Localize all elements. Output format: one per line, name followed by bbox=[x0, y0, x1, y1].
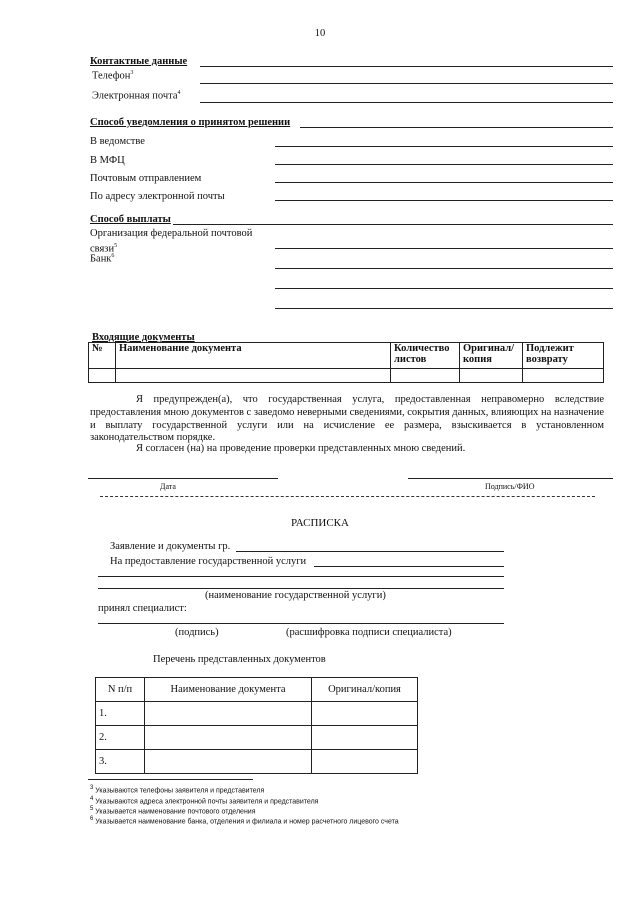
notify-option-mfc: В МФЦ bbox=[90, 155, 125, 166]
payment-bank-label: Банк$^6$ bbox=[90, 253, 115, 265]
page-number: 10 bbox=[314, 28, 326, 39]
receipt-table bbox=[95, 677, 418, 774]
contacts-heading: Контактные данные bbox=[90, 56, 188, 67]
phone-field[interactable] bbox=[200, 83, 613, 84]
incoming-header-original: Оригинал/ копия bbox=[460, 343, 523, 369]
receipt-title: РАСПИСКА bbox=[291, 517, 349, 529]
date-caption: Дата bbox=[160, 482, 176, 491]
receipt-service-field[interactable] bbox=[314, 566, 504, 567]
incoming-row[interactable] bbox=[89, 369, 604, 383]
footnote-4: $^4$ Указываются адреса электронной почты заявителя и представителя bbox=[90, 796, 319, 806]
warning-paragraph: Я предупрежден(а), что государственная услуга, предоставленная неправомерно вследствие предоставления мною документов с заведомо неверными сведениями, сокрытия данных, влияющих на назначение и выплату государственной услуги или на исчисление ее размера, взыскивается в установленном законодательством порядке. bbox=[90, 394, 605, 444]
incoming-header-return: Подлежит возврату bbox=[523, 343, 604, 369]
receipt-decode-caption: (расшифровка подписи специалиста) bbox=[286, 627, 452, 638]
receipt-applicant-field[interactable] bbox=[236, 551, 504, 552]
date-field[interactable] bbox=[88, 478, 278, 479]
receipt-service-field-3[interactable] bbox=[98, 588, 504, 589]
notify-option-agency: В ведомстве bbox=[90, 136, 145, 147]
signature-field[interactable] bbox=[408, 478, 613, 479]
receipt-specialist-field[interactable] bbox=[98, 623, 504, 624]
receipt-service-caption: (наименование государственной услуги) bbox=[205, 590, 386, 601]
footnote-separator bbox=[88, 779, 253, 780]
contacts-heading-line bbox=[200, 66, 613, 67]
receipt-service-label: На предоставление государственной услуги bbox=[110, 556, 307, 567]
cut-line bbox=[100, 496, 595, 497]
notify-option-post: Почтовым отправлением bbox=[90, 173, 202, 184]
phone-label: Телефон$^3$ bbox=[92, 70, 134, 82]
payment-field-1[interactable] bbox=[275, 248, 613, 249]
payment-field-3[interactable] bbox=[275, 288, 613, 289]
receipt-header-original: Оригинал/копия bbox=[312, 678, 418, 702]
footnote-3: $^3$ Указываются телефоны заявителя и представителя bbox=[90, 785, 265, 795]
incoming-table bbox=[88, 342, 604, 383]
payment-heading-line bbox=[173, 224, 613, 225]
table-row[interactable] bbox=[96, 726, 418, 750]
row-number: 3. bbox=[96, 750, 145, 774]
row-number: 1. bbox=[96, 702, 145, 726]
payment-field-4[interactable] bbox=[275, 308, 613, 309]
signature-caption: Подпись/ФИО bbox=[485, 482, 535, 491]
table-row[interactable] bbox=[96, 750, 418, 774]
table-row[interactable] bbox=[96, 702, 418, 726]
consent-paragraph: Я согласен (на) на проведение проверки представленных мною сведений. bbox=[136, 443, 466, 454]
receipt-accepted-label: принял специалист: bbox=[98, 603, 187, 614]
payment-postal-label: Организация федеральной почтовой связи$^5$ bbox=[90, 228, 253, 255]
email-field[interactable] bbox=[200, 102, 613, 103]
receipt-applicant-label: Заявление и документы гр. bbox=[110, 541, 231, 552]
notify-heading: Способ уведомления о принятом решении bbox=[90, 117, 291, 128]
notify-field-agency[interactable] bbox=[275, 146, 613, 147]
email-label: Электронная почта$^4$ bbox=[92, 90, 181, 102]
receipt-list-title: Перечень представленных документов bbox=[153, 654, 326, 665]
notify-field-email[interactable] bbox=[275, 200, 613, 201]
payment-heading: Способ выплаты bbox=[90, 214, 171, 225]
notify-field-post[interactable] bbox=[275, 182, 613, 183]
receipt-service-field-2[interactable] bbox=[98, 576, 504, 577]
incoming-header-num: № bbox=[89, 343, 116, 369]
notify-option-email: По адресу электронной почты bbox=[90, 191, 225, 202]
footnote-5: $^5$ Указывается наименование почтового отделения bbox=[90, 806, 256, 816]
footnote-6: $^6$ Указывается наименование банка, отделения и филиала и номер расчетного лицевого счета bbox=[90, 816, 399, 826]
incoming-header-name: Наименование документа bbox=[116, 343, 391, 369]
receipt-sign-caption: (подпись) bbox=[175, 627, 219, 638]
payment-field-2[interactable] bbox=[275, 268, 613, 269]
receipt-header-name: Наименование документа bbox=[145, 678, 312, 702]
incoming-heading: Входящие документы bbox=[92, 332, 195, 343]
notify-field-mfc[interactable] bbox=[275, 164, 613, 165]
receipt-header-num: N п/п bbox=[96, 678, 145, 702]
incoming-header-count: Количество листов bbox=[391, 343, 460, 369]
notify-heading-line bbox=[300, 127, 613, 128]
row-number: 2. bbox=[96, 726, 145, 750]
